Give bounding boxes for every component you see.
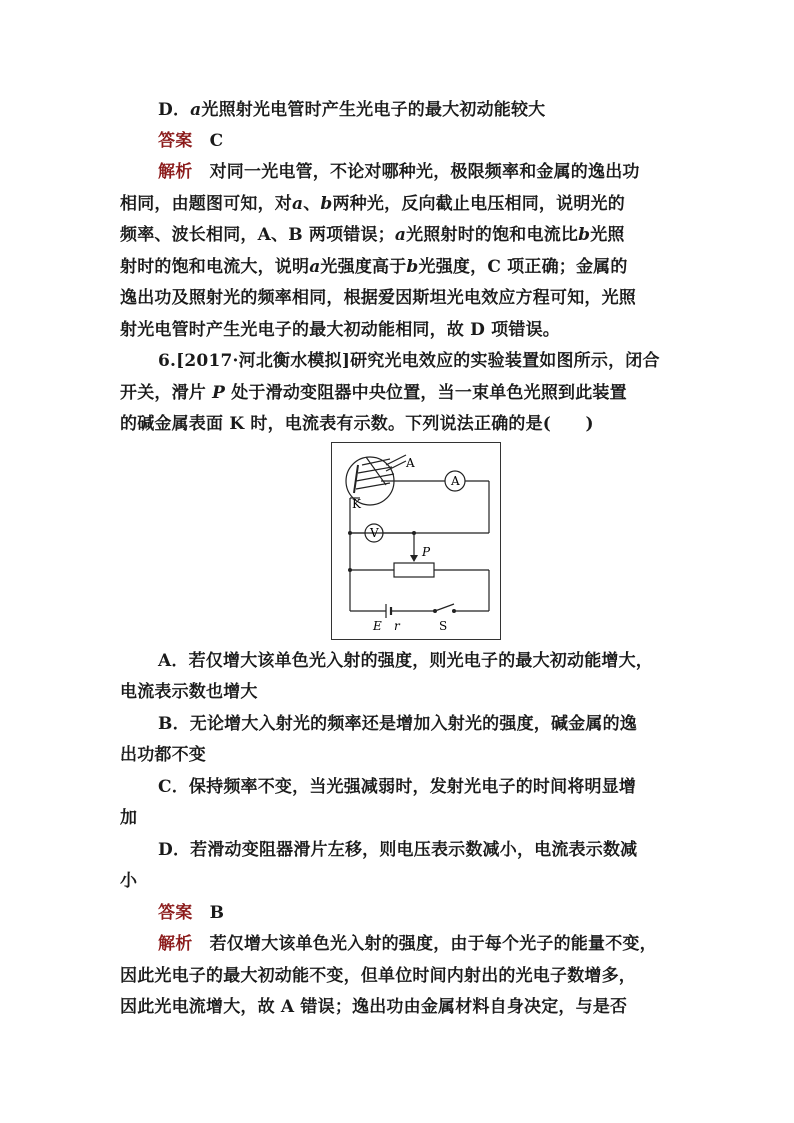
text-line — [158, 97, 545, 123]
text-run: 因此光电流增大，故 A 错误；逸出功由金属材料自身决定，与是否 — [120, 997, 628, 1017]
switch-label: S — [439, 619, 448, 633]
text-line — [120, 317, 560, 343]
italic-variable: a — [309, 257, 321, 277]
option-b — [158, 711, 637, 737]
text-line — [120, 285, 636, 311]
text-run: 对同一光电管，不论对哪种光，极限频率和金属的逸出功 — [192, 162, 640, 182]
text-run: 逸出功及照射光的频率相同，根据爱因斯坦光电效应方程可知，光照 — [120, 288, 636, 308]
text-run: C．保持频率不变，当光强减弱时，发射光电子的时间将明显增 — [158, 777, 637, 797]
text-line — [120, 963, 636, 989]
text-run: B — [192, 903, 225, 923]
text-run: 相同，由题图可知，对 — [120, 194, 292, 214]
text-line — [120, 380, 627, 406]
answer-line — [158, 128, 223, 154]
text-run: 因此光电子的最大初动能不变，但单位时间内射出的光电子数增多， — [120, 966, 636, 986]
text-run: 光照射光电管时产生光电子的最大初动能较大 — [201, 100, 546, 120]
text-line — [120, 254, 628, 280]
italic-variable: a — [190, 100, 202, 120]
section-tag: 答案 — [158, 131, 193, 151]
slider-label: P — [422, 545, 431, 559]
text-run: D．若滑动变阻器滑片左移，则电压表示数减小，电流表示数减 — [158, 840, 638, 860]
option-d — [158, 837, 637, 863]
text-line — [120, 742, 206, 768]
text-run: 小 — [120, 871, 138, 891]
text-run: 的碱金属表面 K 时，电流表有示数。下列说法正确的是( ) — [120, 414, 594, 434]
text-line — [120, 994, 627, 1020]
italic-variable: b — [406, 257, 419, 277]
text-run: 出功都不变 — [120, 745, 206, 765]
text-run: 光强度，C 项正确；金属的 — [418, 257, 628, 277]
text-line — [120, 679, 258, 705]
text-run: 加 — [120, 808, 138, 828]
italic-variable: a — [292, 194, 304, 214]
text-run: 光照 — [590, 225, 625, 245]
italic-variable: P — [212, 383, 226, 403]
text-run: B．无论增大入射光的频率还是增加入射光的强度，碱金属的逸 — [158, 714, 637, 734]
circuit-svg — [332, 443, 500, 639]
text-run: 开关，滑片 — [120, 383, 213, 403]
text-run: 处于滑动变阻器中央位置，当一束单色光照到此装置 — [225, 383, 627, 403]
text-run: 射光电管时产生光电子的最大初动能相同，故 D 项错误。 — [120, 320, 560, 340]
text-line — [120, 191, 625, 217]
emf-label: E — [373, 619, 382, 633]
section-tag: 答案 — [158, 903, 193, 923]
italic-variable: a — [394, 225, 407, 245]
circuit-diagram — [331, 442, 501, 640]
italic-variable: b — [320, 194, 333, 214]
ammeter-label: A — [451, 474, 460, 488]
text-run: 6.[2017·河北衡水模拟]研究光电效应的实验装置如图所示，闭合 — [158, 351, 660, 371]
voltmeter-label: V — [370, 526, 379, 540]
anode-label: A — [406, 456, 415, 470]
text-run: 两种光，反向截止电压相同，说明光的 — [332, 194, 625, 214]
analysis-line — [158, 159, 640, 185]
option-a — [158, 648, 653, 674]
text-line — [120, 411, 594, 437]
analysis-line — [158, 931, 657, 957]
question-stem — [158, 348, 660, 374]
text-run: 射时的饱和电流大，说明 — [120, 257, 310, 277]
text-run: 光照射时的饱和电流比 — [406, 225, 579, 245]
text-run: 频率、波长相同，A、B 两项错误； — [120, 225, 395, 245]
option-c — [158, 774, 636, 800]
italic-variable: b — [578, 225, 591, 245]
answer-line — [158, 900, 224, 926]
text-run: D． — [158, 100, 191, 120]
text-run: C — [192, 131, 224, 151]
text-line — [120, 805, 137, 831]
text-run: A．若仅增大该单色光入射的强度，则光电子的最大初动能增大， — [158, 651, 653, 671]
text-run: 、 — [303, 194, 321, 214]
text-run: 若仅增大该单色光入射的强度，由于每个光子的能量不变， — [192, 934, 657, 954]
text-run: 电流表示数也增大 — [120, 682, 258, 702]
section-tag: 解析 — [158, 162, 193, 182]
cathode-label: K — [352, 497, 361, 511]
text-line — [120, 868, 137, 894]
section-tag: 解析 — [158, 934, 193, 954]
text-run: 光强度高于 — [320, 257, 407, 277]
text-line — [120, 222, 625, 248]
resistance-label: r — [394, 619, 400, 633]
